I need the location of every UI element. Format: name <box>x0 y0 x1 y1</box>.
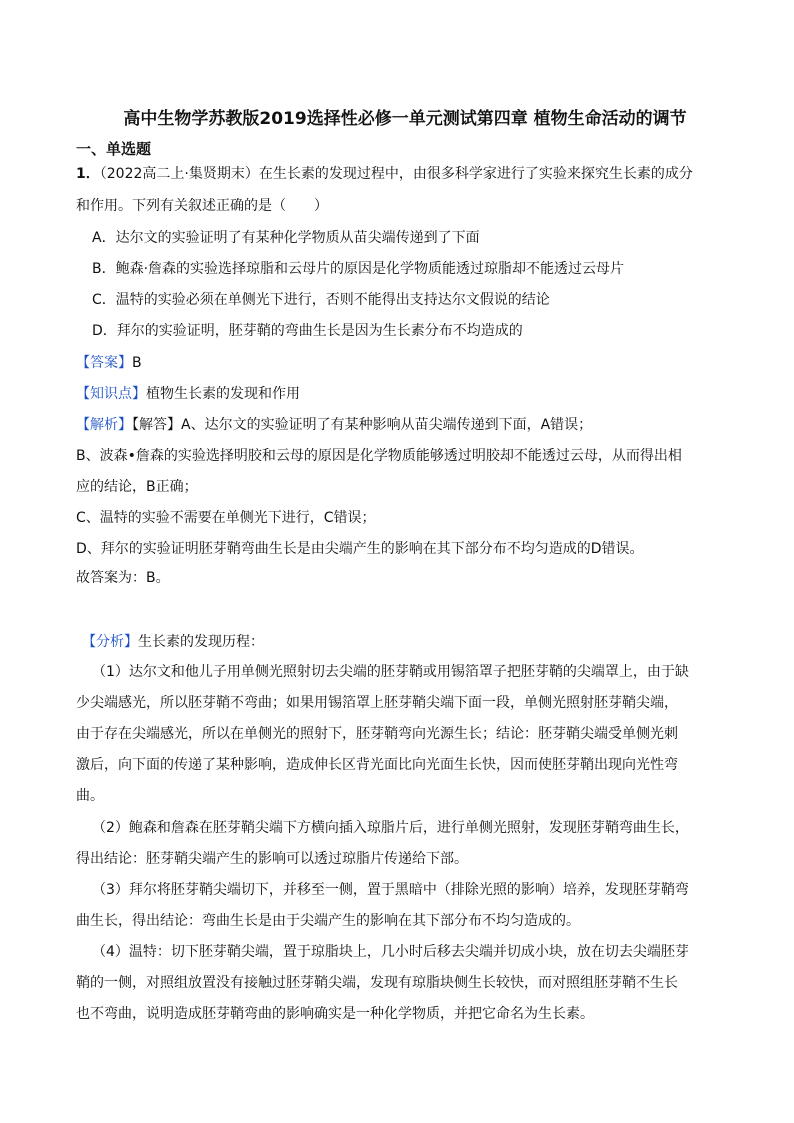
analysis-line: D、拜尔的实验证明胚芽鞘弯曲生长是由尖端产生的影响在其下部分布不均匀造成的D错误。 <box>76 541 644 557</box>
fenxi-line: 曲。 <box>76 788 104 804</box>
option-d: D．拜尔的实验证明，胚芽鞘的弯曲生长是因为生长素分布不均造成的 <box>92 323 523 339</box>
analysis-line-1 <box>76 415 592 435</box>
fenxi-line-1 <box>82 632 264 652</box>
knowledge-line <box>76 384 300 404</box>
fenxi-line: 激后，向下面的传递了某种影响，造成伸长区背光面比向光面生长快，因而使胚芽鞘出现向光性弯 <box>76 757 678 773</box>
fenxi-line: 鞘的一侧，对照组放置没有接触过胚芽鞘尖端，发现有琼脂块侧生长较快，而对照组胚芽鞘不生长 <box>76 975 678 991</box>
fenxi-line: （2）鲍森和詹森在胚芽鞘尖端下方横向插入琼脂片后，进行单侧光照射，发现胚芽鞘弯曲生长， <box>92 820 689 836</box>
option-a: A．达尔文的实验证明了有某种化学物质从苗尖端传递到了下面 <box>92 230 480 246</box>
fenxi-line: （4）温特：切下胚芽鞘尖端，置于琼脂块上，几小时后移去尖端并切成小块，放在切去尖端胚芽 <box>92 944 689 960</box>
analysis-tag: 【解析】 <box>76 417 132 433</box>
analysis-line: 应的结论，B正确； <box>76 479 198 495</box>
section-heading: 一、单选题 <box>76 140 152 158</box>
fenxi-line: 由于存在尖端感光，所以在单侧光的照射下，胚芽鞘弯向光源生长；结论：胚芽鞘尖端受单侧光刺 <box>76 726 678 742</box>
knowledge-value: 植物生长素的发现和作用 <box>146 386 300 402</box>
question-number: 1． <box>76 166 100 182</box>
fenxi-line: 少尖端感光，所以胚芽鞘不弯曲；如果用锡箔罩上胚芽鞘尖端下面一段，单侧光照射胚芽鞘尖端， <box>76 695 678 711</box>
fenxi-value: 生长素的发现历程： <box>138 634 264 650</box>
answer-value: B <box>132 355 142 371</box>
option-b: B．鲍森·詹森的实验选择琼脂和云母片的原因是化学物质能透过琼脂却不能透过云母片 <box>92 261 625 277</box>
analysis-line: C、温特的实验不需要在单侧光下进行，C错误； <box>76 510 376 526</box>
fenxi-line: 也不弯曲，说明造成胚芽鞘弯曲的影响确实是一种化学物质，并把它命名为生长素。 <box>76 1006 594 1022</box>
fenxi-line: 曲生长，得出结论：弯曲生长是由于尖端产生的影响在其下部分布不均匀造成的。 <box>76 913 580 929</box>
question-stem-2: 和作用。下列有关叙述正确的是（ ） <box>76 198 328 214</box>
analysis-line: B、波森•詹森的实验选择明胶和云母的原因是化学物质能够透过明胶却不能透过云母，从而得出相 <box>76 448 682 464</box>
fenxi-line: （3）拜尔将胚芽鞘尖端切下，并移至一侧，置于黑暗中（排除光照的影响）培养，发现胚芽鞘弯 <box>92 882 689 898</box>
analysis-conclusion: 故答案为：B。 <box>76 570 170 586</box>
answer-line <box>76 353 142 373</box>
fenxi-line: 得出结论：胚芽鞘尖端产生的影响可以透过琼脂片传递给下部。 <box>76 851 468 867</box>
fenxi-line: （1）达尔文和他儿子用单侧光照射切去尖端的胚芽鞘或用锡箔罩子把胚芽鞘的尖端罩上，由于缺 <box>92 664 689 680</box>
analysis-first: 【解答】A、达尔文的实验证明了有某种影响从苗尖端传递到下面，A错误； <box>132 417 593 433</box>
question-stem-1: （2022高二上·集贤期末）在生长素的发现过程中，由很多科学家进行了实验来探究生长素的成分 <box>99 166 693 182</box>
answer-tag: 【答案】 <box>76 355 132 371</box>
fenxi-tag: 【分析】 <box>82 634 138 650</box>
question-line-1 <box>76 164 693 184</box>
option-c: C．温特的实验必须在单侧光下进行，否则不能得出支持达尔文假说的结论 <box>92 292 550 308</box>
knowledge-tag: 【知识点】 <box>76 386 146 402</box>
document-title: 高中生物学苏教版2019选择性必修一单元测试第四章 植物生命活动的调节 <box>123 109 687 129</box>
